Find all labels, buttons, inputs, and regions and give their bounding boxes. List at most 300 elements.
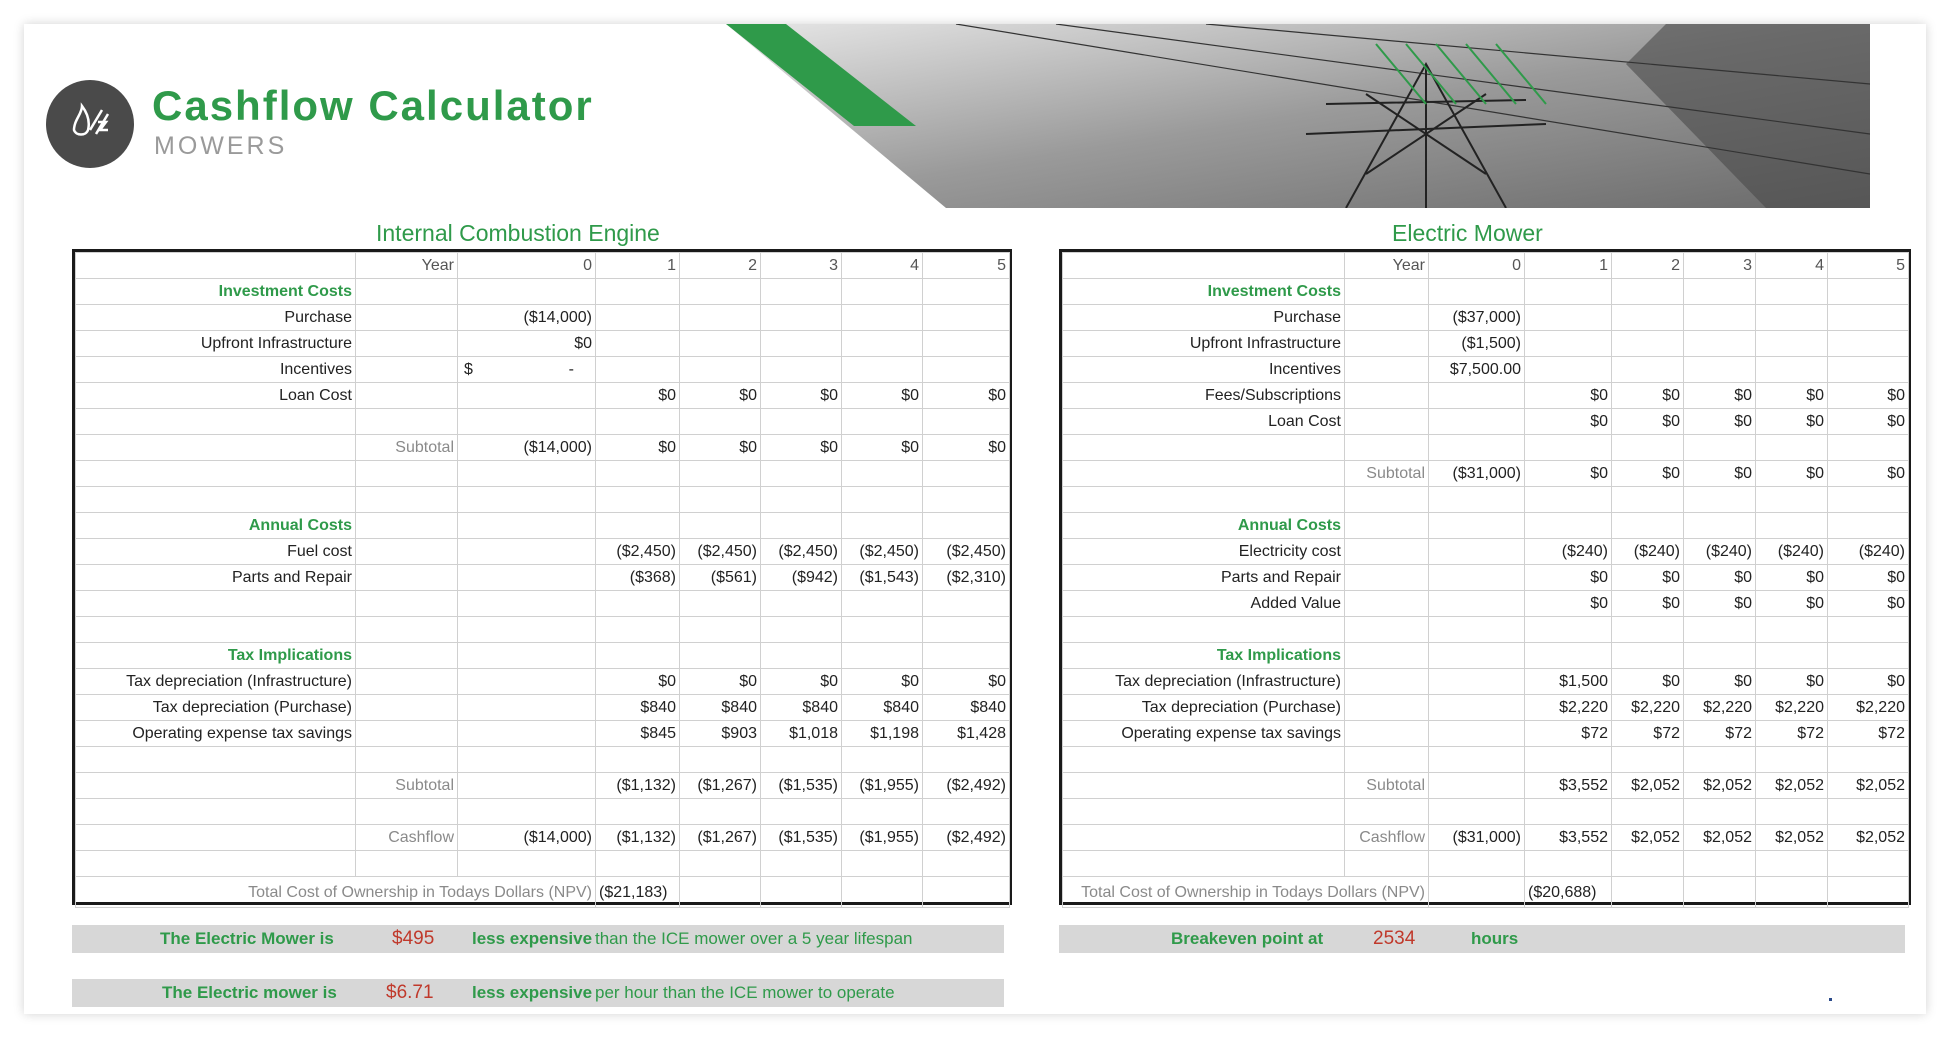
table-cell[interactable] — [1345, 721, 1429, 747]
table-cell[interactable] — [1684, 513, 1756, 539]
table-cell[interactable] — [923, 799, 1010, 825]
table-cell[interactable]: $0 — [761, 435, 842, 461]
table-cell[interactable] — [1828, 799, 1909, 825]
table-cell[interactable] — [1612, 305, 1684, 331]
table-cell[interactable] — [680, 877, 761, 908]
table-cell[interactable] — [1525, 617, 1612, 643]
table-cell[interactable] — [761, 513, 842, 539]
table-cell[interactable] — [761, 591, 842, 617]
table-cell[interactable]: $0 — [1525, 461, 1612, 487]
table-cell[interactable] — [596, 747, 680, 773]
table-cell[interactable] — [356, 487, 458, 513]
table-cell[interactable] — [1828, 487, 1909, 513]
table-cell[interactable]: $2,220 — [1525, 695, 1612, 721]
table-cell[interactable] — [680, 461, 761, 487]
table-cell[interactable] — [1684, 357, 1756, 383]
table-cell[interactable]: $903 — [680, 721, 761, 747]
row-label[interactable]: Upfront Infrastructure — [1063, 331, 1345, 357]
table-cell[interactable] — [1828, 305, 1909, 331]
table-cell[interactable] — [761, 851, 842, 877]
table-cell[interactable] — [1756, 617, 1828, 643]
table-cell[interactable] — [1345, 513, 1429, 539]
table-cell[interactable]: $0 — [1756, 565, 1828, 591]
table-cell[interactable] — [1429, 539, 1525, 565]
table-cell[interactable] — [842, 487, 923, 513]
table-cell[interactable]: $0 — [1612, 409, 1684, 435]
table-cell[interactable]: $0 — [923, 383, 1010, 409]
table-cell[interactable] — [1063, 747, 1345, 773]
table-cell[interactable] — [1756, 331, 1828, 357]
table-cell[interactable] — [596, 643, 680, 669]
table-cell[interactable] — [1828, 279, 1909, 305]
row-label[interactable]: Parts and Repair — [76, 565, 356, 591]
table-cell[interactable] — [1525, 331, 1612, 357]
table-cell[interactable]: Total Cost of Ownership in Todays Dollars (NPV) — [1063, 877, 1429, 908]
table-cell[interactable]: $72 — [1828, 721, 1909, 747]
table-cell[interactable] — [842, 461, 923, 487]
table-cell[interactable] — [761, 643, 842, 669]
table-cell[interactable] — [1345, 565, 1429, 591]
table-cell[interactable]: $1,428 — [923, 721, 1010, 747]
table-cell[interactable]: ($1,267) — [680, 773, 761, 799]
table-cell[interactable] — [1429, 721, 1525, 747]
table-cell[interactable] — [76, 773, 356, 799]
table-cell[interactable] — [1756, 435, 1828, 461]
table-cell[interactable] — [842, 617, 923, 643]
table-cell[interactable] — [680, 357, 761, 383]
table-cell[interactable] — [356, 539, 458, 565]
table-cell[interactable]: ($2,492) — [923, 825, 1010, 851]
table-cell[interactable]: $0 — [680, 383, 761, 409]
table-cell[interactable] — [1063, 487, 1345, 513]
table-cell[interactable] — [356, 721, 458, 747]
table-cell[interactable] — [1525, 357, 1612, 383]
table-cell[interactable] — [596, 331, 680, 357]
table-cell[interactable] — [923, 357, 1010, 383]
table-cell[interactable] — [596, 799, 680, 825]
table-cell[interactable] — [680, 747, 761, 773]
table-cell[interactable] — [1345, 409, 1429, 435]
table-cell[interactable] — [1684, 487, 1756, 513]
table-cell[interactable]: $0 — [1612, 565, 1684, 591]
table-cell[interactable] — [761, 357, 842, 383]
table-cell[interactable] — [596, 617, 680, 643]
table-cell[interactable]: $2,220 — [1684, 695, 1756, 721]
table-cell[interactable]: $0 — [1525, 591, 1612, 617]
table-cell[interactable] — [1612, 487, 1684, 513]
table-cell[interactable]: $2,220 — [1612, 695, 1684, 721]
table-cell[interactable]: ($1,955) — [842, 825, 923, 851]
table-cell[interactable] — [1684, 617, 1756, 643]
table-cell[interactable] — [1345, 383, 1429, 409]
row-label[interactable]: Tax depreciation (Infrastructure) — [1063, 669, 1345, 695]
row-label[interactable]: Loan Cost — [1063, 409, 1345, 435]
table-cell[interactable] — [1828, 643, 1909, 669]
table-cell[interactable] — [1345, 591, 1429, 617]
table-cell[interactable] — [1429, 695, 1525, 721]
table-cell[interactable] — [923, 331, 1010, 357]
table-cell[interactable] — [1828, 617, 1909, 643]
table-cell[interactable] — [458, 565, 596, 591]
table-cell[interactable] — [1684, 435, 1756, 461]
table-cell[interactable] — [458, 617, 596, 643]
table-cell[interactable]: ($2,450) — [842, 539, 923, 565]
table-cell[interactable] — [923, 409, 1010, 435]
table-cell[interactable]: $72 — [1612, 721, 1684, 747]
table-cell[interactable] — [1525, 305, 1612, 331]
table-cell[interactable] — [1612, 877, 1684, 908]
table-cell[interactable] — [458, 591, 596, 617]
table-cell[interactable] — [842, 851, 923, 877]
table-cell[interactable] — [1612, 357, 1684, 383]
table-cell[interactable] — [1429, 513, 1525, 539]
table-cell[interactable] — [1525, 747, 1612, 773]
table-cell[interactable]: $0 — [680, 435, 761, 461]
table-cell[interactable] — [1828, 851, 1909, 877]
table-cell[interactable] — [1525, 435, 1612, 461]
table-cell[interactable]: ($1,132) — [596, 773, 680, 799]
table-cell[interactable] — [596, 279, 680, 305]
table-cell[interactable]: ($561) — [680, 565, 761, 591]
table-cell[interactable] — [458, 695, 596, 721]
table-cell[interactable] — [1684, 305, 1756, 331]
table-cell[interactable] — [923, 279, 1010, 305]
table-cell[interactable] — [458, 721, 596, 747]
table-cell[interactable] — [1756, 747, 1828, 773]
table-cell[interactable] — [1612, 279, 1684, 305]
table-cell[interactable] — [1756, 851, 1828, 877]
table-cell[interactable]: $0 — [1612, 461, 1684, 487]
table-cell[interactable]: $0 — [1525, 565, 1612, 591]
table-cell[interactable]: $2,052 — [1612, 773, 1684, 799]
table-cell[interactable]: $0 — [596, 383, 680, 409]
table-cell[interactable] — [923, 305, 1010, 331]
table-cell[interactable] — [596, 513, 680, 539]
table-cell[interactable]: ($1,543) — [842, 565, 923, 591]
table-cell[interactable]: Subtotal — [356, 773, 458, 799]
table-cell[interactable]: $840 — [761, 695, 842, 721]
table-cell[interactable] — [1612, 331, 1684, 357]
table-cell[interactable]: $0 — [1684, 565, 1756, 591]
row-label[interactable]: Tax depreciation (Infrastructure) — [76, 669, 356, 695]
table-cell[interactable] — [458, 513, 596, 539]
row-label[interactable]: Upfront Infrastructure — [76, 331, 356, 357]
table-cell[interactable] — [1345, 357, 1429, 383]
table-cell[interactable]: $0 — [1525, 383, 1612, 409]
table-cell[interactable] — [1345, 695, 1429, 721]
table-cell[interactable] — [76, 799, 356, 825]
table-cell[interactable] — [1612, 799, 1684, 825]
table-cell[interactable] — [1429, 877, 1525, 908]
table-cell[interactable] — [1684, 643, 1756, 669]
table-cell[interactable] — [761, 799, 842, 825]
table-cell[interactable] — [1684, 851, 1756, 877]
table-cell[interactable] — [842, 409, 923, 435]
row-label[interactable]: Purchase — [1063, 305, 1345, 331]
table-cell[interactable] — [923, 643, 1010, 669]
table-cell[interactable] — [458, 851, 596, 877]
table-cell[interactable] — [1063, 253, 1345, 279]
table-cell[interactable] — [1429, 383, 1525, 409]
row-label[interactable]: Operating expense tax savings — [1063, 721, 1345, 747]
table-cell[interactable]: $2,052 — [1756, 825, 1828, 851]
table-cell[interactable]: $0 — [1612, 383, 1684, 409]
table-cell[interactable] — [1429, 747, 1525, 773]
table-cell[interactable] — [1429, 279, 1525, 305]
row-label[interactable]: Operating expense tax savings — [76, 721, 356, 747]
table-cell[interactable]: $0 — [680, 669, 761, 695]
table-cell[interactable]: ($1,267) — [680, 825, 761, 851]
table-cell[interactable] — [356, 669, 458, 695]
table-cell[interactable] — [842, 643, 923, 669]
table-cell[interactable] — [761, 331, 842, 357]
table-cell[interactable] — [1525, 279, 1612, 305]
table-cell[interactable]: $2,052 — [1756, 773, 1828, 799]
table-cell[interactable] — [1345, 435, 1429, 461]
table-cell[interactable]: $2,220 — [1828, 695, 1909, 721]
table-cell[interactable] — [76, 461, 356, 487]
table-cell[interactable]: Subtotal — [1345, 461, 1429, 487]
row-label[interactable]: Tax depreciation (Purchase) — [1063, 695, 1345, 721]
table-cell[interactable] — [76, 851, 356, 877]
table-cell[interactable] — [356, 565, 458, 591]
table-cell[interactable]: ($942) — [761, 565, 842, 591]
table-cell[interactable] — [680, 617, 761, 643]
table-cell[interactable] — [76, 435, 356, 461]
table-cell[interactable] — [356, 799, 458, 825]
table-cell[interactable] — [1756, 643, 1828, 669]
table-cell[interactable]: $0 — [1684, 591, 1756, 617]
table-cell[interactable] — [1756, 799, 1828, 825]
table-cell[interactable] — [458, 487, 596, 513]
row-label[interactable]: Incentives — [1063, 357, 1345, 383]
table-cell[interactable] — [1063, 773, 1345, 799]
table-cell[interactable] — [1345, 305, 1429, 331]
table-cell[interactable] — [76, 253, 356, 279]
table-cell[interactable] — [356, 747, 458, 773]
table-cell[interactable] — [1429, 591, 1525, 617]
table-cell[interactable]: $2,220 — [1756, 695, 1828, 721]
table-cell[interactable]: ($31,000) — [1429, 825, 1525, 851]
table-cell[interactable]: $0 — [1828, 591, 1909, 617]
table-cell[interactable] — [680, 513, 761, 539]
row-label[interactable]: Fuel cost — [76, 539, 356, 565]
table-cell[interactable] — [680, 487, 761, 513]
table-cell[interactable] — [1063, 825, 1345, 851]
table-cell[interactable] — [923, 617, 1010, 643]
table-cell[interactable] — [1063, 617, 1345, 643]
table-cell[interactable] — [458, 773, 596, 799]
table-cell[interactable] — [596, 487, 680, 513]
row-label[interactable]: Tax depreciation (Purchase) — [76, 695, 356, 721]
table-cell[interactable] — [1684, 279, 1756, 305]
table-cell[interactable] — [596, 305, 680, 331]
table-cell[interactable] — [1063, 435, 1345, 461]
table-cell[interactable] — [1345, 539, 1429, 565]
table-cell[interactable]: ($240) — [1756, 539, 1828, 565]
table-cell[interactable] — [356, 643, 458, 669]
table-cell[interactable] — [356, 461, 458, 487]
table-cell[interactable] — [761, 617, 842, 643]
table-cell[interactable] — [1525, 799, 1612, 825]
table-cell[interactable] — [76, 747, 356, 773]
table-cell[interactable]: $3,552 — [1525, 773, 1612, 799]
table-cell[interactable] — [356, 409, 458, 435]
table-cell[interactable] — [842, 747, 923, 773]
table-cell[interactable]: ($2,450) — [761, 539, 842, 565]
table-cell[interactable]: $0 — [1756, 591, 1828, 617]
table-cell[interactable] — [680, 851, 761, 877]
table-cell[interactable] — [458, 799, 596, 825]
table-cell[interactable]: Subtotal — [356, 435, 458, 461]
table-cell[interactable]: $2,052 — [1684, 825, 1756, 851]
table-cell[interactable] — [1429, 487, 1525, 513]
table-cell[interactable]: Cashflow — [356, 825, 458, 851]
table-cell[interactable] — [923, 487, 1010, 513]
table-cell[interactable] — [842, 877, 923, 908]
row-label[interactable]: Purchase — [76, 305, 356, 331]
table-cell[interactable] — [356, 513, 458, 539]
table-cell[interactable] — [1345, 747, 1429, 773]
table-cell[interactable]: $0 — [761, 669, 842, 695]
table-cell[interactable]: $0 — [596, 669, 680, 695]
row-label[interactable]: Fees/Subscriptions — [1063, 383, 1345, 409]
table-cell[interactable] — [1612, 617, 1684, 643]
table-cell[interactable] — [356, 357, 458, 383]
table-cell[interactable] — [1756, 305, 1828, 331]
table-cell[interactable]: $840 — [596, 695, 680, 721]
table-cell[interactable] — [1345, 331, 1429, 357]
table-cell[interactable]: ($1,132) — [596, 825, 680, 851]
table-cell[interactable] — [1345, 851, 1429, 877]
table-cell[interactable] — [1429, 851, 1525, 877]
table-cell[interactable]: $0 — [842, 435, 923, 461]
table-cell[interactable] — [76, 825, 356, 851]
table-cell[interactable] — [1345, 487, 1429, 513]
table-cell[interactable] — [458, 409, 596, 435]
table-cell[interactable]: $0 — [1756, 461, 1828, 487]
table-cell[interactable] — [1684, 877, 1756, 908]
table-cell[interactable]: $3,552 — [1525, 825, 1612, 851]
row-label[interactable]: Parts and Repair — [1063, 565, 1345, 591]
table-cell[interactable] — [680, 409, 761, 435]
table-cell[interactable] — [1828, 513, 1909, 539]
table-cell[interactable] — [76, 487, 356, 513]
table-cell[interactable]: ($1,955) — [842, 773, 923, 799]
table-cell[interactable]: $0 — [1684, 409, 1756, 435]
table-cell[interactable]: ($1,535) — [761, 825, 842, 851]
table-cell[interactable] — [1756, 357, 1828, 383]
table-cell[interactable] — [1525, 851, 1612, 877]
table-cell[interactable] — [1063, 851, 1345, 877]
table-cell[interactable]: $840 — [923, 695, 1010, 721]
table-cell[interactable] — [1063, 799, 1345, 825]
table-cell[interactable]: $0 — [1756, 383, 1828, 409]
table-cell[interactable]: $72 — [1756, 721, 1828, 747]
table-cell[interactable] — [761, 409, 842, 435]
table-cell[interactable] — [596, 461, 680, 487]
table-cell[interactable]: ($21,183) — [596, 877, 680, 908]
table-cell[interactable]: $72 — [1684, 721, 1756, 747]
table-cell[interactable] — [356, 617, 458, 643]
table-cell[interactable]: $2,052 — [1828, 773, 1909, 799]
table-cell[interactable] — [1684, 331, 1756, 357]
table-cell[interactable]: $1,018 — [761, 721, 842, 747]
table-cell[interactable]: $840 — [842, 695, 923, 721]
table-cell[interactable] — [1612, 851, 1684, 877]
table-cell[interactable] — [842, 591, 923, 617]
table-cell[interactable]: $0 — [1684, 669, 1756, 695]
table-cell[interactable] — [923, 877, 1010, 908]
table-cell[interactable] — [458, 383, 596, 409]
table-cell[interactable] — [356, 279, 458, 305]
row-label[interactable]: Incentives — [76, 357, 356, 383]
table-cell[interactable]: $0 — [1828, 669, 1909, 695]
table-cell[interactable]: $0 — [923, 435, 1010, 461]
table-cell[interactable]: ($368) — [596, 565, 680, 591]
table-cell[interactable] — [680, 331, 761, 357]
table-cell[interactable]: $0 — [1828, 565, 1909, 591]
table-cell[interactable] — [761, 487, 842, 513]
table-cell[interactable] — [842, 331, 923, 357]
table-cell[interactable] — [923, 747, 1010, 773]
row-label[interactable]: Added Value — [1063, 591, 1345, 617]
table-cell[interactable] — [1684, 747, 1756, 773]
table-cell[interactable]: $2,052 — [1684, 773, 1756, 799]
table-cell[interactable] — [1525, 643, 1612, 669]
table-cell[interactable]: $0 — [596, 435, 680, 461]
table-cell[interactable] — [76, 591, 356, 617]
table-cell[interactable]: ($2,450) — [680, 539, 761, 565]
table-cell[interactable]: ($20,688) — [1525, 877, 1612, 908]
table-cell[interactable] — [596, 409, 680, 435]
table-cell[interactable]: $0 — [761, 383, 842, 409]
table-cell[interactable] — [596, 357, 680, 383]
table-cell[interactable]: ($14,000) — [458, 435, 596, 461]
table-cell[interactable] — [356, 305, 458, 331]
table-cell[interactable]: $0 — [1684, 383, 1756, 409]
table-cell[interactable] — [1429, 409, 1525, 435]
table-cell[interactable]: $0 — [1828, 409, 1909, 435]
table-cell[interactable]: Cashflow — [1345, 825, 1429, 851]
table-cell[interactable]: $0 — [842, 669, 923, 695]
table-cell[interactable] — [356, 695, 458, 721]
table-cell[interactable] — [1345, 279, 1429, 305]
table-cell[interactable] — [842, 513, 923, 539]
table-cell[interactable] — [1429, 643, 1525, 669]
table-cell[interactable] — [356, 383, 458, 409]
table-cell[interactable]: $0 — [1612, 669, 1684, 695]
table-cell[interactable] — [76, 617, 356, 643]
table-cell[interactable] — [356, 851, 458, 877]
table-cell[interactable]: $0 — [1828, 461, 1909, 487]
table-cell[interactable] — [458, 747, 596, 773]
table-cell[interactable] — [356, 331, 458, 357]
table-cell[interactable]: ($2,450) — [923, 539, 1010, 565]
table-cell[interactable] — [1345, 669, 1429, 695]
table-cell[interactable] — [1345, 643, 1429, 669]
table-cell[interactable]: ($240) — [1612, 539, 1684, 565]
table-cell[interactable]: ($240) — [1684, 539, 1756, 565]
table-cell[interactable] — [923, 513, 1010, 539]
table-cell[interactable] — [1828, 747, 1909, 773]
table-cell[interactable] — [1756, 513, 1828, 539]
table-cell[interactable]: ($1,500) — [1429, 331, 1525, 357]
table-cell[interactable]: $845 — [596, 721, 680, 747]
table-cell[interactable] — [842, 799, 923, 825]
table-cell[interactable]: $7,500.00 — [1429, 357, 1525, 383]
row-label[interactable]: Loan Cost — [76, 383, 356, 409]
